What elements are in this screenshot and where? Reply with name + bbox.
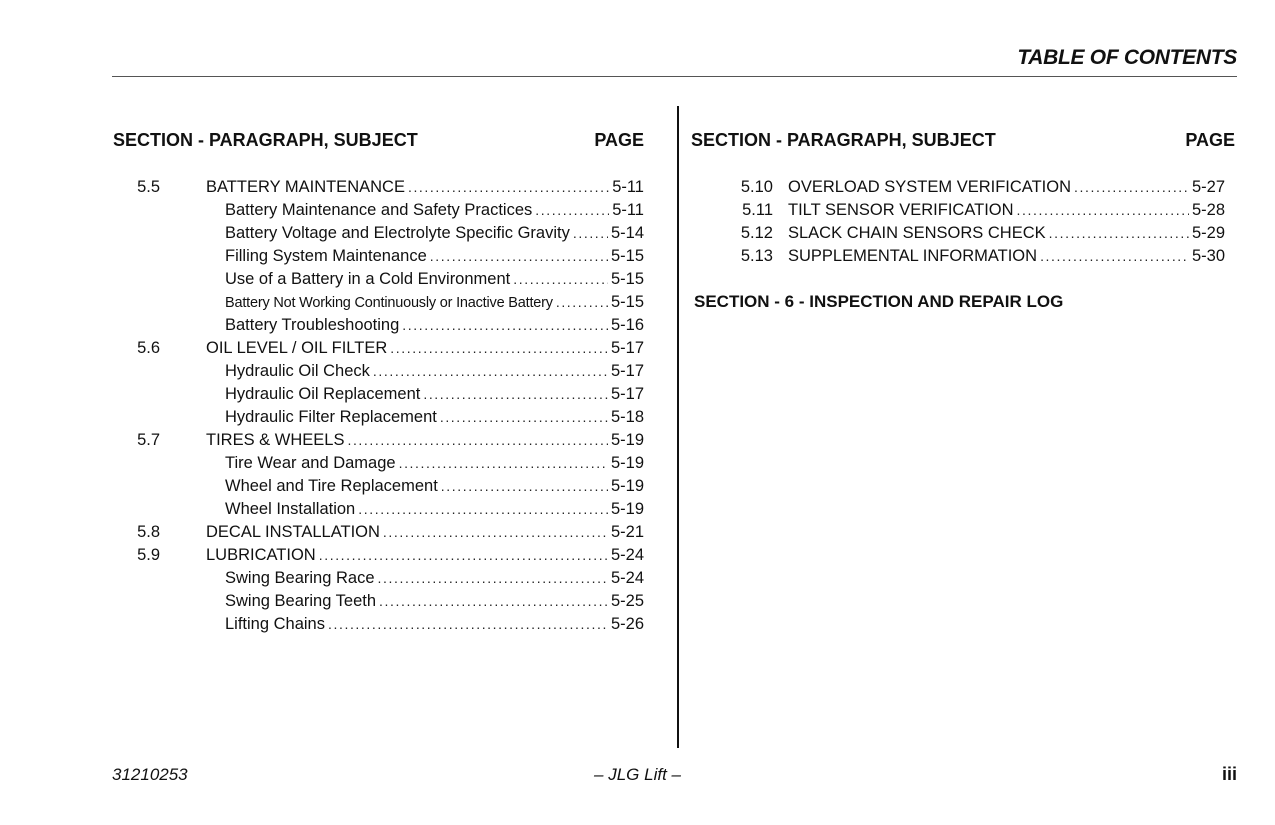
toc-entry-number: 5.13 [740, 247, 773, 265]
toc-entry-page: 5-19 [610, 454, 644, 472]
subject-column-label: SECTION - PARAGRAPH, SUBJECT [113, 130, 418, 150]
dot-leader [556, 291, 608, 314]
dot-leader [441, 475, 608, 498]
toc-entry-title: Swing Bearing Teeth [225, 592, 377, 610]
toc-entry-number: 5.9 [137, 546, 160, 564]
header-rule [112, 76, 1237, 77]
toc-entry-title: TIRES & WHEELS [206, 431, 345, 449]
toc-entry-page: 5-16 [610, 316, 644, 334]
toc-entry-page: 5-24 [610, 546, 644, 564]
toc-entry-page: 5-19 [610, 477, 644, 495]
toc-entry-page: 5-17 [610, 339, 644, 357]
dot-leader [390, 337, 608, 360]
dot-leader [328, 613, 608, 636]
dot-leader [513, 268, 608, 291]
toc-entry-title: OIL LEVEL / OIL FILTER [206, 339, 388, 357]
toc-entry[interactable] [112, 429, 644, 452]
toc-entry-title: BATTERY MAINTENANCE [206, 178, 405, 196]
dot-leader [408, 176, 609, 199]
toc-entry-number: 5.10 [740, 178, 773, 196]
toc-entry-page: 5-11 [612, 178, 644, 196]
toc-entry-title: Battery Maintenance and Safety Practices [225, 201, 533, 219]
toc-entry[interactable] [112, 475, 644, 498]
toc-entry-number: 5.12 [740, 224, 773, 242]
toc-entry-title: Battery Not Working Continuously or Inactive Battery [225, 295, 553, 311]
toc-entry[interactable] [112, 199, 644, 222]
toc-entry[interactable] [112, 452, 644, 475]
toc-entry[interactable] [690, 222, 1225, 245]
toc-entry-number: 5.6 [137, 339, 160, 357]
toc-entry-page: 5-14 [610, 224, 644, 242]
toc-entry-page: 5-28 [1191, 201, 1225, 219]
toc-entry[interactable] [112, 521, 644, 544]
dot-leader [358, 498, 608, 521]
dot-leader [373, 360, 608, 383]
toc-entry-number: 5.5 [137, 178, 160, 196]
toc-entry-page: 5-19 [610, 500, 644, 518]
toc-entry-number: 5.7 [137, 431, 160, 449]
toc-entry-page: 5-21 [610, 523, 644, 541]
toc-entry[interactable] [112, 337, 644, 360]
toc-entry-page: 5-25 [610, 592, 644, 610]
toc-entry[interactable] [112, 383, 644, 406]
toc-entry[interactable] [112, 406, 644, 429]
page-column-label: PAGE [1185, 130, 1235, 150]
dot-leader [1017, 199, 1189, 222]
toc-entry[interactable] [112, 314, 644, 337]
toc-entry-title: Swing Bearing Race [225, 569, 375, 587]
toc-entry-title: Battery Voltage and Electrolyte Specific Gravity [225, 224, 570, 242]
toc-entry[interactable] [690, 245, 1225, 268]
toc-entry[interactable] [690, 199, 1225, 222]
dot-leader [379, 590, 608, 613]
toc-entry[interactable] [112, 544, 644, 567]
dot-leader [1074, 176, 1189, 199]
document-number: 31210253 [112, 765, 188, 784]
toc-entry-page: 5-29 [1191, 224, 1225, 242]
toc-entry-number: 5.8 [137, 523, 160, 541]
dot-leader [347, 429, 608, 452]
toc-entry-title: TILT SENSOR VERIFICATION [788, 201, 1014, 219]
toc-entry-title: Tire Wear and Damage [225, 454, 396, 472]
toc-entry-page: 5-18 [610, 408, 644, 426]
page-number: iii [1221, 764, 1237, 784]
toc-entry-page: 5-17 [610, 385, 644, 403]
toc-entry-title: DECAL INSTALLATION [206, 523, 380, 541]
toc-entry-title: Lifting Chains [225, 615, 325, 633]
toc-entry-page: 5-17 [610, 362, 644, 380]
footer-brand: – JLG Lift – [594, 765, 681, 784]
toc-entry-page: 5-15 [610, 293, 644, 311]
toc-entry-page: 5-15 [610, 270, 644, 288]
toc-entry-page: 5-11 [612, 201, 644, 219]
toc-entry-title: Wheel and Tire Replacement [225, 477, 438, 495]
toc-entry-title: Use of a Battery in a Cold Environment [225, 270, 511, 288]
dot-leader [1049, 222, 1189, 245]
dot-leader [423, 383, 608, 406]
dot-leader [319, 544, 608, 567]
dot-leader [430, 245, 608, 268]
toc-entry[interactable] [112, 567, 644, 590]
toc-entry-title: LUBRICATION [206, 546, 316, 564]
toc-entry-title: SUPPLEMENTAL INFORMATION [788, 247, 1038, 265]
toc-entry[interactable] [112, 176, 644, 199]
dot-leader [402, 314, 608, 337]
toc-entry[interactable] [112, 291, 644, 314]
dot-leader [535, 199, 609, 222]
dot-leader [1040, 245, 1189, 268]
toc-entry-page: 5-26 [610, 615, 644, 633]
toc-entry-title: Hydraulic Oil Replacement [225, 385, 421, 403]
toc-entry-title: Hydraulic Oil Check [225, 362, 370, 380]
toc-entry[interactable] [112, 268, 644, 291]
toc-entry-page: 5-15 [610, 247, 644, 265]
toc-entry-number: 5.11 [742, 201, 773, 219]
toc-entry-title: Battery Troubleshooting [225, 316, 400, 334]
subject-column-label: SECTION - PARAGRAPH, SUBJECT [691, 130, 996, 150]
toc-entry[interactable] [112, 360, 644, 383]
right-toc-list [690, 176, 1225, 268]
toc-entry-title: OVERLOAD SYSTEM VERIFICATION [788, 178, 1071, 196]
toc-entry[interactable] [112, 613, 644, 636]
dot-leader [378, 567, 608, 590]
section-6-heading[interactable]: SECTION - 6 - INSPECTION AND REPAIR LOG [694, 292, 1064, 311]
toc-entry-page: 5-27 [1191, 178, 1225, 196]
left-column-header [113, 130, 644, 151]
toc-entry-page: 5-19 [610, 431, 644, 449]
toc-entry-title: Filling System Maintenance [225, 247, 427, 265]
right-column-header [691, 130, 1235, 151]
toc-entry[interactable] [112, 222, 644, 245]
column-divider [677, 106, 679, 748]
dot-leader [383, 521, 608, 544]
toc-entry[interactable] [112, 590, 644, 613]
dot-leader [399, 452, 608, 475]
dot-leader [440, 406, 608, 429]
page-header-title: TABLE OF CONTENTS [1017, 46, 1237, 69]
dot-leader [573, 222, 608, 245]
left-toc-list [112, 176, 644, 636]
toc-entry-title: Hydraulic Filter Replacement [225, 408, 437, 426]
toc-entry[interactable] [690, 176, 1225, 199]
toc-entry[interactable] [112, 245, 644, 268]
page-column-label: PAGE [594, 130, 644, 150]
toc-entry-title: SLACK CHAIN SENSORS CHECK [788, 224, 1046, 242]
toc-entry-page: 5-24 [610, 569, 644, 587]
toc-entry[interactable] [112, 498, 644, 521]
toc-entry-page: 5-30 [1191, 247, 1225, 265]
toc-entry-title: Wheel Installation [225, 500, 356, 518]
